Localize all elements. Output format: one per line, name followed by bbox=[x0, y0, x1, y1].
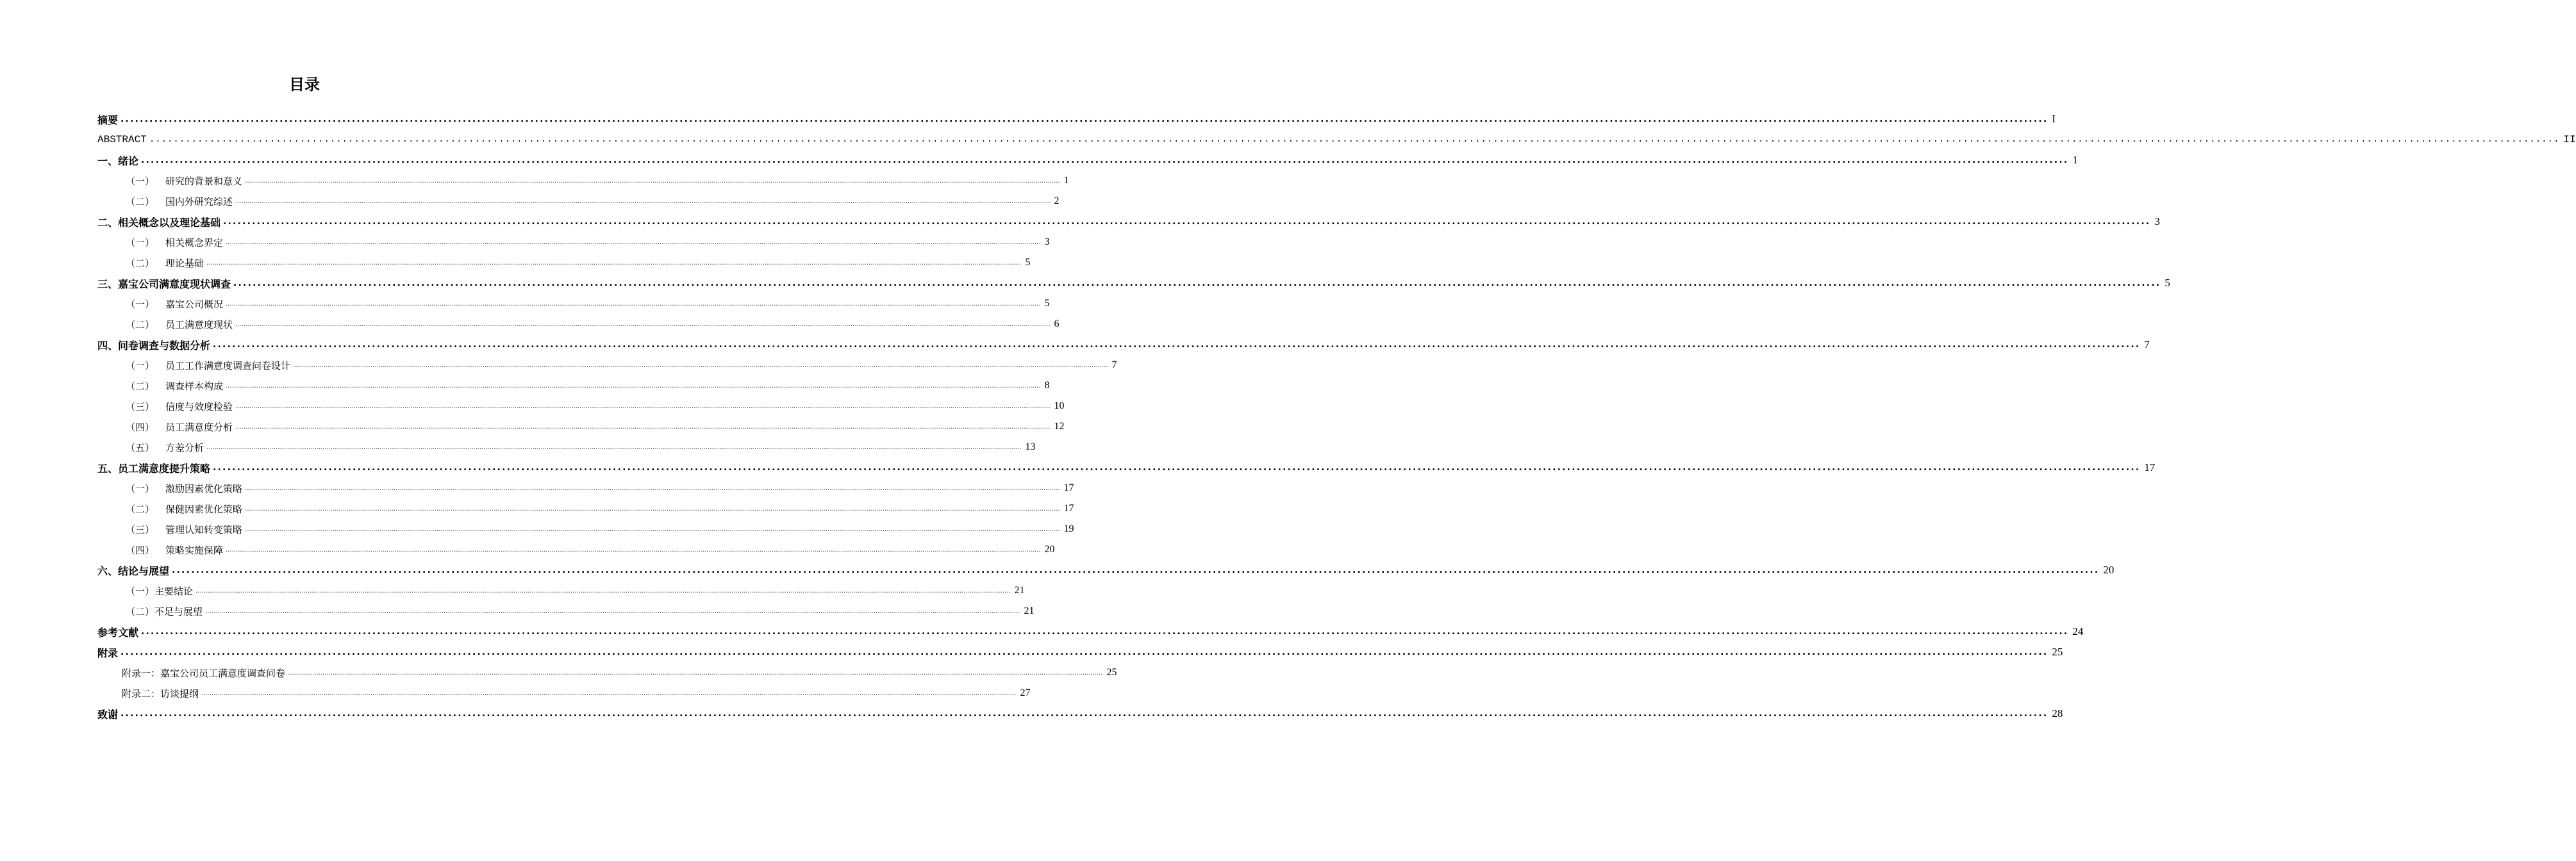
toc-entry-label bbox=[126, 318, 234, 331]
toc-entry-number: （五） bbox=[126, 441, 155, 454]
toc-entry[interactable] bbox=[97, 232, 1050, 252]
toc-page-number: 21 bbox=[1014, 585, 1025, 596]
toc-leader-dots: ................................................................................................................................................................................................................................................................................................................................................................................................................ bbox=[233, 278, 2161, 288]
toc-leader-dots: ................................................................................................................................................................................................................................................................................................................................................................................................................ bbox=[245, 525, 1060, 533]
toc-entry[interactable] bbox=[97, 560, 2115, 580]
toc-leader-dots: ................................................................................................................................................................................................................................................................................................................................................................................................................ bbox=[120, 114, 2048, 124]
toc-entry-text: 方差分析 bbox=[165, 441, 204, 454]
toc-leader-dots: ................................................................................................................................................................................................................................................................................................................................................................................................................ bbox=[288, 669, 1103, 676]
toc-entry-text: 调查样本构成 bbox=[165, 380, 224, 392]
toc-leader-dots: ................................................................................................................................................................................................................................................................................................................................................................................................................ bbox=[213, 340, 2141, 350]
toc-entry[interactable] bbox=[97, 375, 1050, 396]
toc-entry-text: 附录 bbox=[97, 646, 119, 659]
toc-leader-dots: ................................................................................................................................................................................................................................................................................................................................................................................................................ bbox=[205, 607, 1020, 615]
toc-entry-text: 相关概念界定 bbox=[165, 236, 224, 249]
toc-entry[interactable] bbox=[97, 642, 2063, 662]
toc-entry-number: （三） bbox=[126, 523, 155, 536]
toc-entry-text: 六、结论与展望 bbox=[97, 564, 170, 577]
toc-page-number: 12 bbox=[1054, 421, 1065, 432]
toc-entry-label bbox=[97, 461, 212, 475]
toc-entry-text: 研究的背景和意义 bbox=[165, 175, 243, 187]
toc-page-number: 10 bbox=[1054, 400, 1065, 411]
toc-entry-number: （一） bbox=[126, 175, 155, 187]
toc-entry-label bbox=[126, 195, 234, 208]
toc-entry-text: 致谢 bbox=[97, 708, 119, 721]
toc-entry-label bbox=[126, 605, 204, 618]
toc-page-number: 2 bbox=[1054, 195, 1059, 206]
toc-page-number: 1 bbox=[1063, 175, 1069, 186]
toc-entry-label bbox=[126, 420, 234, 434]
toc-entry-number: （二） bbox=[126, 503, 155, 515]
toc-entry[interactable] bbox=[97, 109, 2056, 129]
toc-entry[interactable] bbox=[97, 478, 1074, 498]
toc-entry-text: 主要结论 bbox=[154, 585, 194, 597]
toc-leader-dots: ................................................................................................................................................................................................................................................................................................................................................................................................................ bbox=[213, 463, 2141, 473]
toc-entry-label bbox=[126, 359, 292, 372]
toc-entry-number: （二） bbox=[126, 318, 155, 331]
toc-page-number: 6 bbox=[1054, 318, 1059, 329]
toc-page-number: I bbox=[2052, 113, 2056, 125]
toc-entry-text: 策略实施保障 bbox=[165, 544, 224, 556]
toc-leader-dots: ................................................................................................................................................................................................................................................................................................................................................................................................................ bbox=[195, 587, 1011, 594]
toc-entry-number: （二） bbox=[126, 380, 155, 392]
toc-page-number: 3 bbox=[1044, 236, 1050, 247]
toc-entry-label bbox=[126, 441, 205, 454]
toc-leader-dots: ................................................................................................................................................................................................................................................................................................................................................................................................................ bbox=[149, 135, 2560, 145]
toc-entry-number: （四） bbox=[126, 421, 155, 433]
toc-entry-label bbox=[97, 112, 119, 127]
toc-page-number: 17 bbox=[1063, 503, 1074, 514]
toc-entry-text: 四、问卷调查与数据分析 bbox=[97, 339, 211, 352]
toc-entry-number: （二） bbox=[126, 605, 155, 618]
toc-entry-text: 保健因素优化策略 bbox=[165, 503, 243, 515]
toc-leader-dots: ................................................................................................................................................................................................................................................................................................................................................................................................................ bbox=[120, 647, 2048, 657]
toc-entry-text: 员工满意度现状 bbox=[165, 318, 233, 331]
toc-entry-text: 国内外研究综述 bbox=[165, 195, 233, 208]
toc-leader-dots: ................................................................................................................................................................................................................................................................................................................................................................................................................ bbox=[120, 709, 2048, 719]
toc-entry[interactable] bbox=[97, 621, 2084, 642]
toc-entry-text: 附录一：嘉宝公司员工满意度调查问卷 bbox=[122, 667, 286, 679]
toc-entry-number: （一） bbox=[126, 359, 155, 372]
toc-leader-dots: ................................................................................................................................................................................................................................................................................................................................................................................................................ bbox=[235, 423, 1051, 430]
toc-page-number: 5 bbox=[1044, 298, 1050, 309]
toc-entry[interactable] bbox=[97, 601, 1035, 621]
toc-entry-text: 一、绪论 bbox=[97, 154, 139, 167]
toc-entry[interactable] bbox=[97, 252, 1031, 273]
toc-page-number: 27 bbox=[1020, 687, 1031, 698]
toc-entry-label bbox=[122, 666, 287, 680]
table-of-contents bbox=[97, 109, 2576, 724]
toc-entry-label bbox=[97, 563, 170, 578]
toc-entry-label bbox=[97, 707, 119, 721]
toc-leader-dots: ................................................................................................................................................................................................................................................................................................................................................................................................................ bbox=[245, 177, 1060, 184]
toc-page-number: 20 bbox=[2103, 564, 2115, 576]
toc-entry[interactable] bbox=[97, 293, 1050, 314]
toc-leader-dots: ................................................................................................................................................................................................................................................................................................................................................................................................................ bbox=[172, 565, 2100, 575]
toc-entry-label bbox=[126, 400, 234, 413]
toc-entry[interactable] bbox=[97, 334, 2150, 355]
toc-entry[interactable] bbox=[97, 396, 1065, 416]
toc-entry[interactable] bbox=[97, 703, 2063, 724]
toc-entry-number: （一） bbox=[126, 298, 155, 310]
toc-page-number: 1 bbox=[2072, 154, 2078, 166]
toc-page-number: 19 bbox=[1063, 523, 1074, 534]
toc-entry-number: （三） bbox=[126, 400, 155, 413]
toc-entry[interactable] bbox=[97, 539, 1055, 560]
toc-entry-label bbox=[126, 174, 244, 188]
toc-entry-text: 激励因素优化策略 bbox=[165, 482, 243, 495]
toc-page-number: 24 bbox=[2072, 625, 2084, 637]
toc-entry-text: 参考文献 bbox=[97, 626, 139, 639]
toc-page-number: 21 bbox=[1024, 605, 1035, 616]
toc-leader-dots: ................................................................................................................................................................................................................................................................................................................................................................................................................ bbox=[226, 546, 1041, 554]
toc-entry[interactable] bbox=[97, 683, 1031, 703]
toc-entry-number: （一） bbox=[126, 482, 155, 495]
toc-entry-text: 信度与效度检验 bbox=[165, 400, 233, 413]
toc-entry-label bbox=[126, 379, 224, 393]
toc-entry[interactable] bbox=[97, 129, 2576, 150]
toc-page-number: 20 bbox=[1044, 544, 1055, 555]
toc-leader-dots: ................................................................................................................................................................................................................................................................................................................................................................................................................ bbox=[235, 320, 1051, 328]
toc-leader-dots: ................................................................................................................................................................................................................................................................................................................................................................................................................ bbox=[245, 484, 1060, 492]
toc-entry-text: ABSTRACT bbox=[97, 134, 147, 145]
toc-title: 目录 bbox=[289, 76, 320, 94]
toc-page-number: 17 bbox=[1063, 482, 1074, 493]
toc-leader-dots: ................................................................................................................................................................................................................................................................................................................................................................................................................ bbox=[235, 197, 1051, 205]
toc-entry-label bbox=[97, 338, 212, 352]
toc-entry-label bbox=[126, 482, 244, 495]
toc-entry-label bbox=[126, 297, 224, 311]
toc-entry-label bbox=[97, 134, 148, 145]
toc-entry[interactable] bbox=[97, 457, 2156, 478]
toc-leader-dots: ................................................................................................................................................................................................................................................................................................................................................................................................................ bbox=[141, 627, 2069, 637]
toc-entry-label bbox=[97, 153, 140, 168]
toc-entry-number: （二） bbox=[126, 257, 155, 269]
toc-entry[interactable] bbox=[97, 211, 2160, 232]
toc-page-number: 25 bbox=[2052, 646, 2063, 658]
toc-entry-text: 员工工作满意度调查问卷设计 bbox=[165, 359, 291, 372]
toc-page-number: 8 bbox=[1044, 380, 1050, 391]
toc-entry[interactable] bbox=[97, 416, 1065, 437]
toc-entry[interactable] bbox=[97, 580, 1025, 601]
toc-entry-label bbox=[126, 543, 224, 557]
toc-entry[interactable] bbox=[97, 314, 1059, 334]
toc-entry-text: 摘要 bbox=[97, 113, 119, 126]
toc-entry-text: 不足与展望 bbox=[154, 605, 203, 618]
toc-entry-text: 理论基础 bbox=[165, 257, 204, 269]
toc-leader-dots: ................................................................................................................................................................................................................................................................................................................................................................................................................ bbox=[206, 443, 1022, 451]
toc-entry-text: 五、员工满意度提升策略 bbox=[97, 462, 211, 475]
toc-entry-label bbox=[126, 502, 244, 516]
toc-entry[interactable] bbox=[97, 437, 1036, 457]
toc-page-number: 25 bbox=[1106, 667, 1117, 678]
toc-page-number: 3 bbox=[2154, 215, 2160, 227]
toc-entry-text: 嘉宝公司概况 bbox=[165, 298, 224, 310]
toc-leader-dots: ................................................................................................................................................................................................................................................................................................................................................................................................................ bbox=[223, 217, 2151, 227]
toc-entry-text: 管理认知转变策略 bbox=[165, 523, 243, 536]
toc-entry-text: 附录二：访谈提纲 bbox=[122, 687, 199, 700]
toc-page-number: 7 bbox=[1111, 359, 1117, 370]
toc-leader-dots: ................................................................................................................................................................................................................................................................................................................................................................................................................ bbox=[245, 505, 1060, 512]
toc-leader-dots: ................................................................................................................................................................................................................................................................................................................................................................................................................ bbox=[141, 155, 2069, 165]
toc-leader-dots: ................................................................................................................................................................................................................................................................................................................................................................................................................ bbox=[226, 300, 1041, 308]
toc-page-number: 7 bbox=[2144, 338, 2150, 350]
toc-entry[interactable] bbox=[97, 150, 2078, 170]
toc-page-number: 17 bbox=[2144, 461, 2156, 473]
toc-entry-number: （一） bbox=[126, 236, 155, 249]
toc-entry-label bbox=[97, 215, 222, 229]
toc-entry[interactable] bbox=[97, 191, 1059, 211]
toc-entry-label bbox=[126, 256, 205, 270]
toc-entry-text: 三、嘉宝公司满意度现状调查 bbox=[97, 277, 231, 290]
toc-entry-text: 员工满意度分析 bbox=[165, 421, 233, 433]
toc-entry-number: （二） bbox=[126, 195, 155, 208]
toc-entry[interactable] bbox=[97, 355, 1117, 375]
toc-page-number: 28 bbox=[2052, 707, 2063, 719]
toc-entry[interactable] bbox=[97, 498, 1074, 519]
toc-page-number: 5 bbox=[1025, 257, 1031, 268]
toc-page-number: 13 bbox=[1025, 441, 1036, 452]
toc-entry[interactable] bbox=[97, 170, 1069, 191]
toc-entry-label bbox=[122, 687, 200, 700]
toc-entry-label bbox=[97, 276, 232, 291]
toc-leader-dots: ................................................................................................................................................................................................................................................................................................................................................................................................................ bbox=[201, 689, 1017, 697]
toc-leader-dots: ................................................................................................................................................................................................................................................................................................................................................................................................................ bbox=[226, 382, 1041, 390]
toc-entry-label bbox=[97, 645, 119, 660]
toc-entry[interactable] bbox=[97, 662, 1117, 683]
toc-page-number: II bbox=[2563, 134, 2576, 145]
toc-leader-dots: ................................................................................................................................................................................................................................................................................................................................................................................................................ bbox=[226, 238, 1041, 246]
toc-entry[interactable] bbox=[97, 273, 2170, 293]
toc-entry[interactable] bbox=[97, 519, 1074, 539]
toc-entry-label bbox=[126, 523, 244, 536]
toc-leader-dots: ................................................................................................................................................................................................................................................................................................................................................................................................................ bbox=[293, 361, 1108, 369]
toc-entry-text: 二、相关概念以及理论基础 bbox=[97, 216, 221, 229]
toc-page-number: 5 bbox=[2165, 277, 2170, 289]
toc-entry-label bbox=[97, 625, 140, 639]
toc-entry-label bbox=[126, 584, 194, 598]
toc-leader-dots: ................................................................................................................................................................................................................................................................................................................................................................................................................ bbox=[206, 259, 1022, 266]
toc-entry-number: （四） bbox=[126, 544, 155, 556]
toc-entry-label bbox=[126, 236, 224, 249]
toc-leader-dots: ................................................................................................................................................................................................................................................................................................................................................................................................................ bbox=[235, 402, 1051, 410]
toc-entry-number: （一） bbox=[126, 585, 155, 597]
